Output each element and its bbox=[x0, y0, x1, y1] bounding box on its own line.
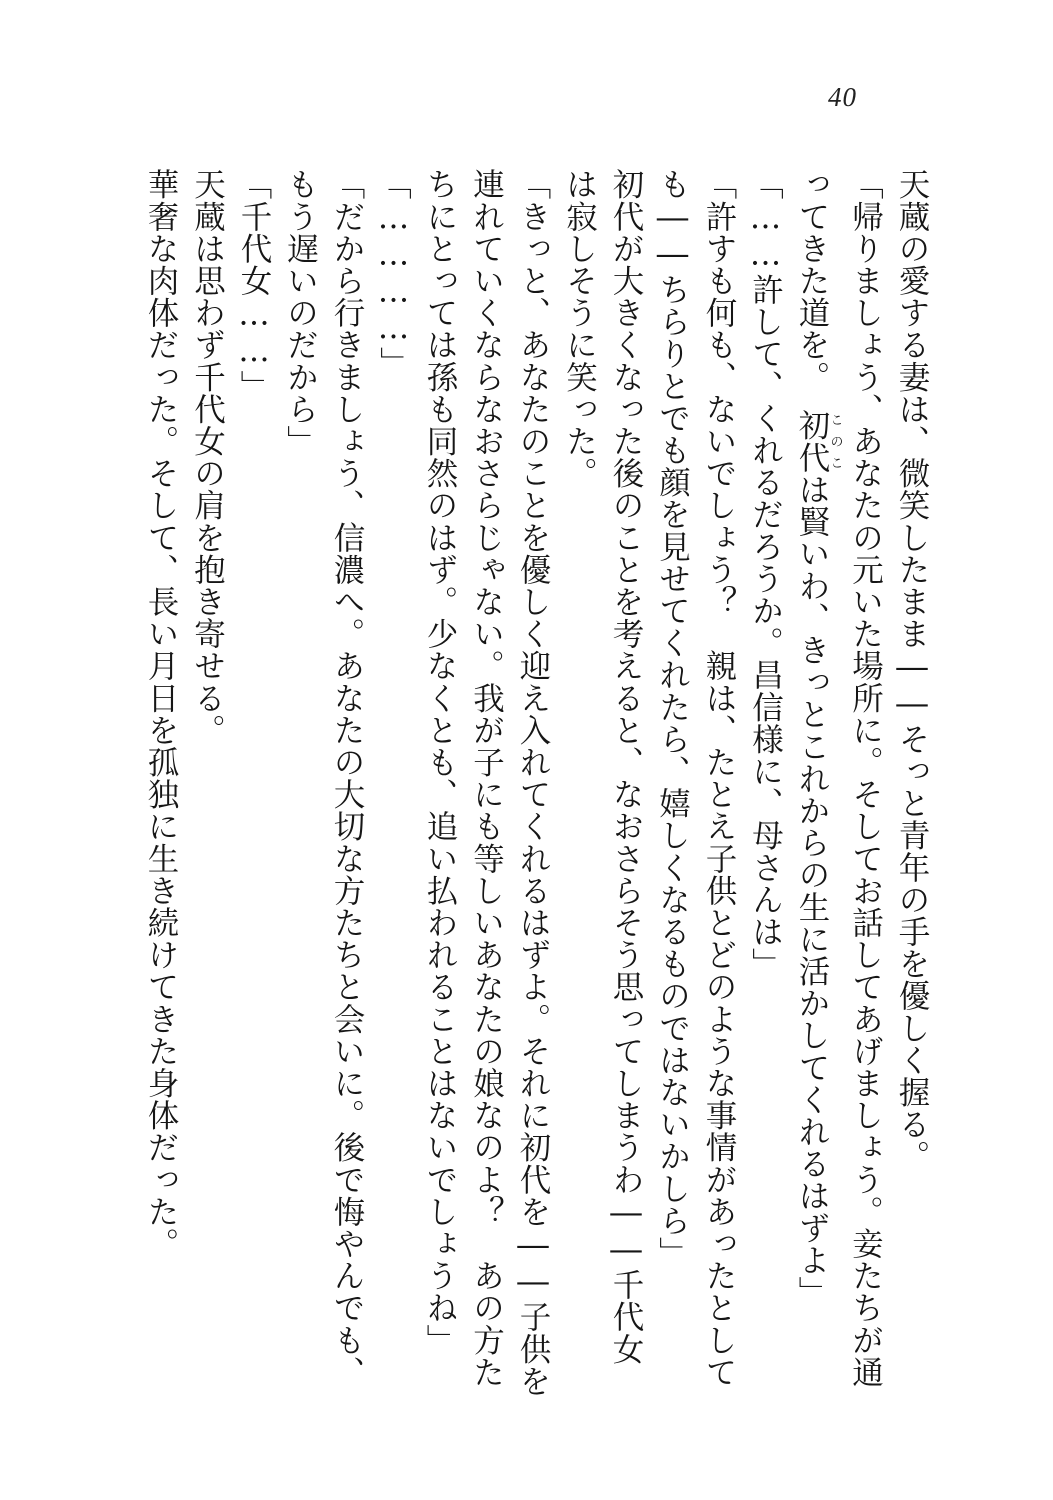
text-line bbox=[789, 168, 843, 1398]
text-line: 華奢な肉体だった。そして、長い月日を孤独に生き続けてきた身体だった。 bbox=[143, 168, 179, 1260]
text-segment: は賢いわ、きっとこれからの生に活かしてくれるはずよ」 bbox=[794, 473, 830, 1308]
text-line: もう遅いのだから」 bbox=[282, 168, 319, 457]
text-line: 「千代女……」 bbox=[236, 168, 272, 402]
text-line: 「きっと、あなたのことを優しく迎え入れてくれるはずよ。それに初代を――子供を bbox=[515, 168, 551, 1397]
ruby-reading: このこ bbox=[827, 409, 843, 474]
text-segment: ってきた道を。 bbox=[794, 168, 830, 377]
text-line: 「だから行きましょう、信濃へ。あなたの大切な方たちと会いに。後で悔やんでも、 bbox=[329, 168, 365, 1388]
text-line: 「帰りましょう、あなたの元いた場所に。そしてお話してあげましょう。妾たちが通 bbox=[847, 168, 884, 1388]
text-line: 天蔵の愛する妻は、微笑したまま――そっと青年の手を優しく握る。 bbox=[894, 168, 930, 1173]
ruby-base: 初代 bbox=[794, 409, 830, 474]
text-line: は寂しそうに笑った。 bbox=[561, 168, 598, 489]
text-line: 連れていくならなおさらじゃない。我が子にも等しいあなたの娘なのよ？ あの方た bbox=[468, 168, 505, 1388]
text-line: ちにとっては孫も同然のはず。少なくとも、追い払われることはないでしょうね」 bbox=[422, 168, 458, 1356]
ruby-word bbox=[794, 409, 843, 474]
text-line: 「…………」 bbox=[375, 168, 412, 379]
text-line: 初代が大きくなった後のことを考えると、なおさらそう思ってしまうわ――千代女 bbox=[608, 168, 644, 1365]
text-line: も――ちらりとでも顔を見せてくれたら、嬉しくなるものではないかしら」 bbox=[654, 168, 691, 1269]
text-line: 「……許して、くれるだろうか。昌信様に、母さんは」 bbox=[747, 168, 784, 980]
text-line: 天蔵は思わず千代女の肩を抱き寄せる。 bbox=[189, 168, 226, 746]
vertical-text-body bbox=[138, 168, 936, 1398]
page-number: 40 bbox=[828, 82, 857, 112]
text-line: 「許すも何も、ないでしょう？ 親は、たとえ子供とどのような事情があったとして bbox=[701, 168, 737, 1388]
